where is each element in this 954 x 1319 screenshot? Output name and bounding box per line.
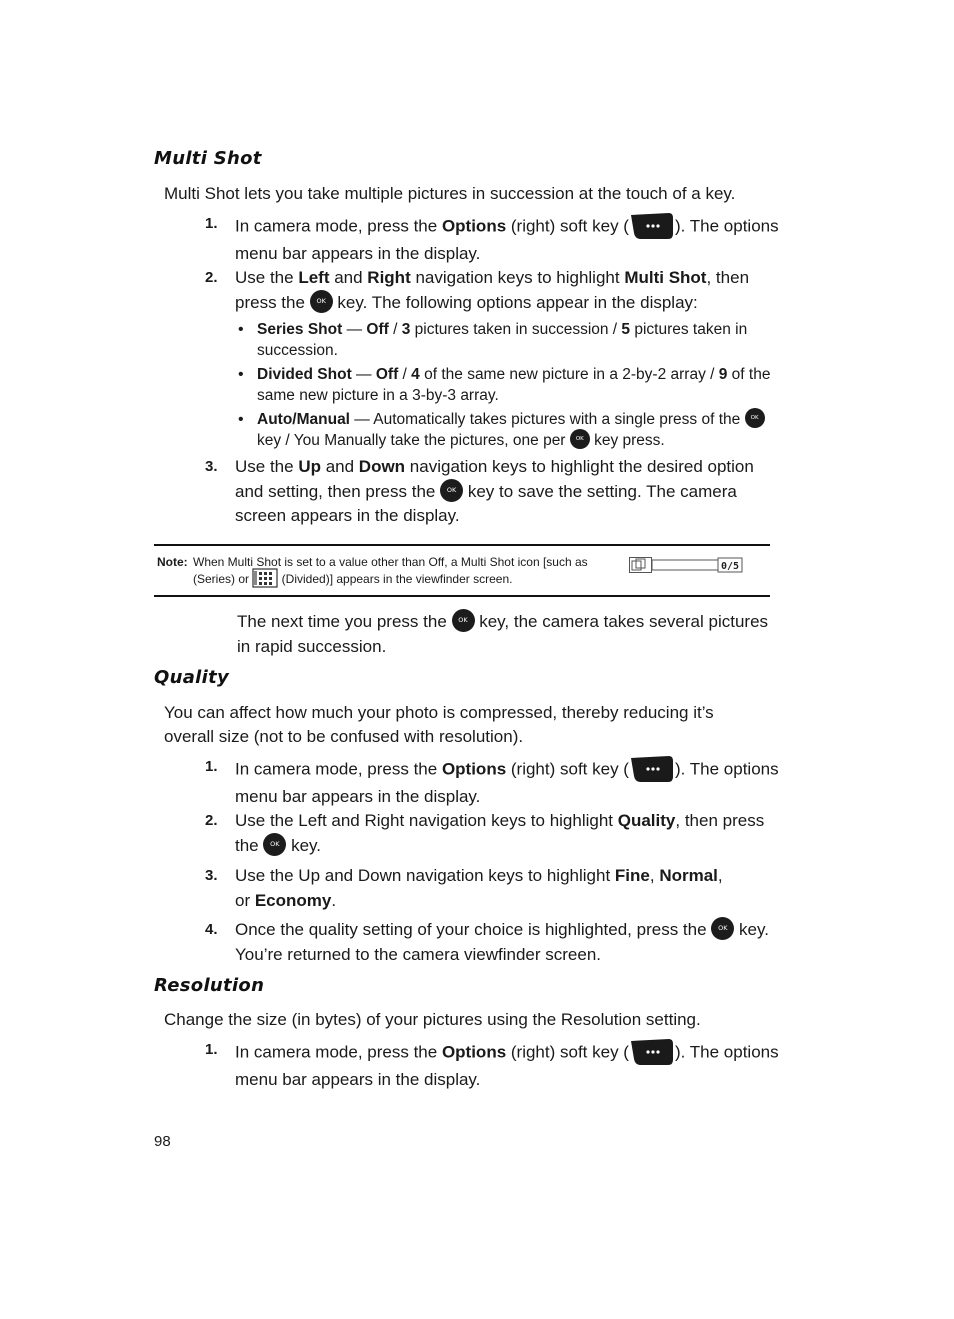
ok-key-icon: OK xyxy=(310,290,333,313)
ok-key-icon: OK xyxy=(570,429,590,449)
options-soft-key-icon xyxy=(629,211,675,241)
manual-page: Multi Shot Multi Shot lets you take multiple pictures in succession at the touch of a key. 1. In camera mode, press the Options (right) soft key ( ). The options menu bar appears in the display. 2. Use the Left and Right navigation keys to highlight Multi Shot, then press the OK key. The following options appear in the display: • Series Shot — Off / 3 pictures taken in succession / 5 pictures taken in succession. • Divided Shot — Off / 4 of the same new picture in a 2-by-2 array / 9 of the same new picture in a 3-by-3 array. • Auto/Manual — Automatically takes pictures with a single press of the OK key / You Manually take the pictures, one per OK key press. 3. Use the Up and Down navigation keys to highlight the desired option and setting, then press the OK key to save the setting. The camera screen appears in the display. Note: When Multi Shot is set to a value other than Off, a Multi Shot icon [such as (Series) or (Divided)] appears in the viewfinder screen. 0/5 The next time you press the OK key, the camera takes several pictures in rapid succession. Quality You can affect how much your photo is compressed, thereby reducing it’s overall size (not to be confused with resolution). 1. In camera mode, press the Options (right) soft key ( ). The options menu bar appears in the display. 2. Use the Left and Right navigation keys to highlight Quality, then press the OK key. 3. Use the Up and Down navigation keys to highlight Fine, Normal, or Economy. 4. Once the quality setting of your choice is highlighted, press the OK key. You’re returned to the camera viewfinder screen. Resolution Change the size (in bytes) of your pictures using the Resolution setting. 1. In camera mode, press the Options (right) soft key ( ). The options menu bar appears in the display. 98 xyxy=(154,148,779,1150)
series-shot-counter: 0/5 xyxy=(720,561,740,572)
ok-key-icon: OK xyxy=(440,479,463,502)
resolution-heading: Resolution xyxy=(154,975,265,996)
quality-intro: You can affect how much your photo is compressed, thereby reducing it’s overall size (not to be confused with resolution). xyxy=(164,703,714,746)
resolution-intro: Change the size (in bytes) of your pictures using the Resolution setting. xyxy=(164,1010,701,1029)
multi-shot-intro: Multi Shot lets you take multiple pictures in succession at the touch of a key. xyxy=(164,184,736,203)
options-soft-key-icon xyxy=(629,754,675,784)
ok-key-icon: OK xyxy=(745,408,765,428)
quality-heading: Quality xyxy=(154,667,230,688)
bullet-icon: • xyxy=(238,321,244,338)
ok-key-icon: OK xyxy=(263,833,286,856)
note-top-rule xyxy=(154,544,770,546)
options-soft-key-icon xyxy=(629,1037,675,1067)
note-line-1: When Multi Shot is set to a value other than Off, a Multi Shot icon [such as xyxy=(193,555,588,569)
multi-shot-heading: Multi Shot xyxy=(154,148,262,169)
note-bottom-rule xyxy=(154,595,770,597)
ok-key-icon: OK xyxy=(452,609,475,632)
note-line-2: (Series) or (Divided)] appears in the viewfinder screen. xyxy=(193,570,633,590)
page-number: 98 xyxy=(154,1133,171,1150)
note-label: Note: xyxy=(157,555,188,569)
ok-key-icon: OK xyxy=(711,917,734,940)
divided-shot-icon xyxy=(252,568,278,588)
bullet-icon: • xyxy=(238,411,244,428)
series-shot-icon xyxy=(629,557,743,573)
bullet-icon: • xyxy=(238,366,244,383)
